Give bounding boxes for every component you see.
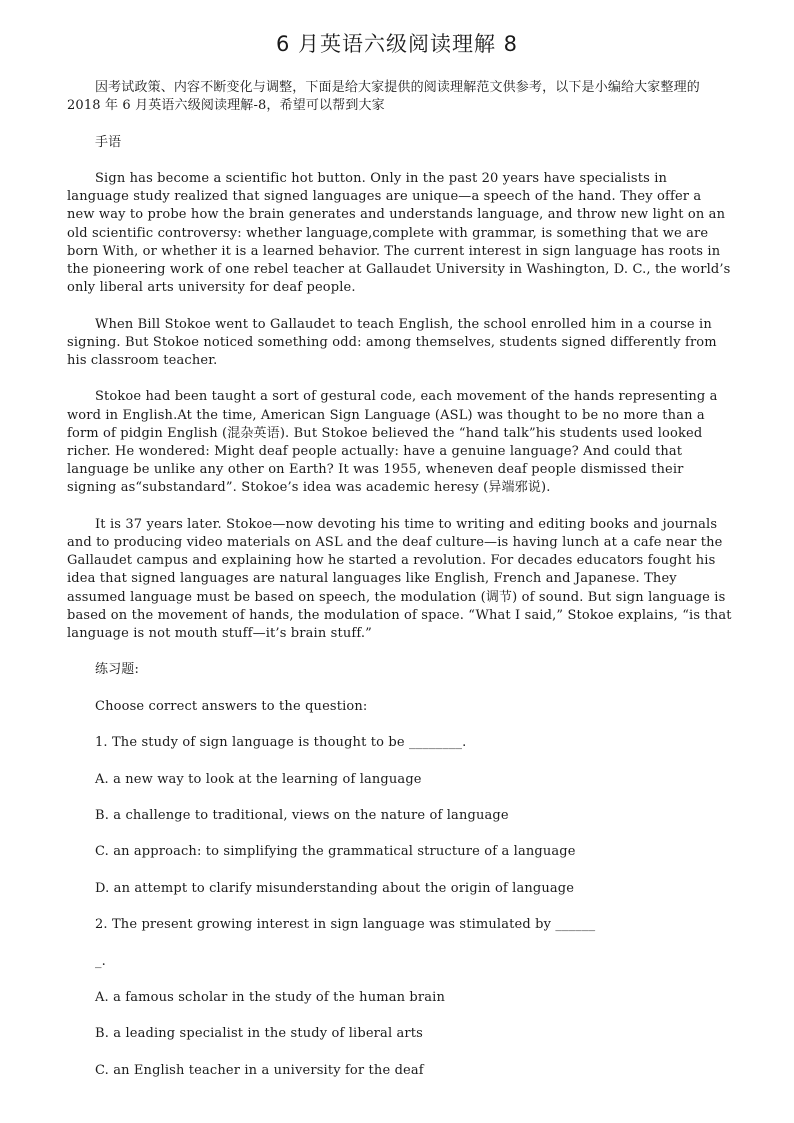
exercise-heading: 练习题: xyxy=(95,662,139,678)
passage-paragraph-4: It is 37 years later. Stokoe—now devoting his time to writing and editing books and journals and to producing video materials on ASL and the deaf culture—is having lunch at a cafe near the Gallaudet campus and explaining how he started a revolution. For decades educators fought his idea that signed languages are natural languages like English, French and Japanese. They assumed language must be based on speech, the modulation (调节) of sound. But sign language is based on the movement of hands, the modulation of space. “What I said,” Stokoe explains, “is that language is not mouth stuff—it’s brain stuff.” xyxy=(67,516,732,642)
question-1-option-d: D. an attempt to clarify misunderstanding about the origin of language xyxy=(95,880,575,896)
question-2-stem: 2. The present growing interest in sign language was stimulated by ______ xyxy=(95,917,596,933)
question-2-option-c: C. an English teacher in a university for the deaf xyxy=(95,1062,424,1078)
page-title: 6 月英语六级阅读理解 8 xyxy=(275,32,519,56)
passage-paragraph-3: Stokoe had been taught a sort of gestural code, each movement of the hands representing a word in English.At the time, American Sign Language (ASL) was thought to be no more than a form of pidgin English (混杂英语). But Stokoe believed the “hand talk”his students used looked richer. He wondered: Might deaf people actually: have a genuine language? And could that language be unlike any other on Earth? It was 1955, wheneven deaf people dismissed their signing as“substandard”. Stokoe’s idea was academic heresy (异端邪说). xyxy=(67,389,718,496)
question-1-option-b: B. a challenge to traditional, views on the nature of language xyxy=(95,807,509,823)
document-body xyxy=(67,79,732,1098)
question-2-stem-continuation: _. xyxy=(95,953,106,969)
exercise-instructions: Choose correct answers to the question: xyxy=(95,698,368,714)
question-1-option-a: A. a new way to look at the learning of language xyxy=(95,771,422,787)
passage-paragraph-1: Sign has become a scientific hot button. Only in the past 20 years have specialists in language study realized that signed languages are unique—a speech of the hand. They offer a new way to probe how the brain generates and understands language, and throw new light on an old scientific controversy: whether language,complete with grammar, is something that we are born With, or whether it is a learned behavior. The current interest in sign language has roots in the pioneering work of one rebel teacher at Gallaudet University in Washington, D. C., the world’s only liberal arts university for deaf people. xyxy=(67,170,731,296)
question-1-option-c: C. an approach: to simplifying the grammatical structure of a language xyxy=(95,844,576,860)
question-2-option-b: B. a leading specialist in the study of liberal arts xyxy=(95,1026,423,1042)
intro-paragraph: 因考试政策、内容不断变化与调整，下面是给大家提供的阅读理解范文供参考，以下是小编给大家整理的 2018 年 6 月英语六级阅读理解-8，希望可以帮到大家 xyxy=(67,80,700,114)
section-heading: 手语 xyxy=(95,134,122,150)
question-2-option-a: A. a famous scholar in the study of the human brain xyxy=(95,989,445,1005)
passage-paragraph-2: When Bill Stokoe went to Gallaudet to teach English, the school enrolled him in a course in signing. But Stokoe noticed something odd: among themselves, students signed differently from his classroom teacher. xyxy=(67,316,717,368)
question-1-stem: 1. The study of sign language is thought to be ________. xyxy=(95,735,467,751)
